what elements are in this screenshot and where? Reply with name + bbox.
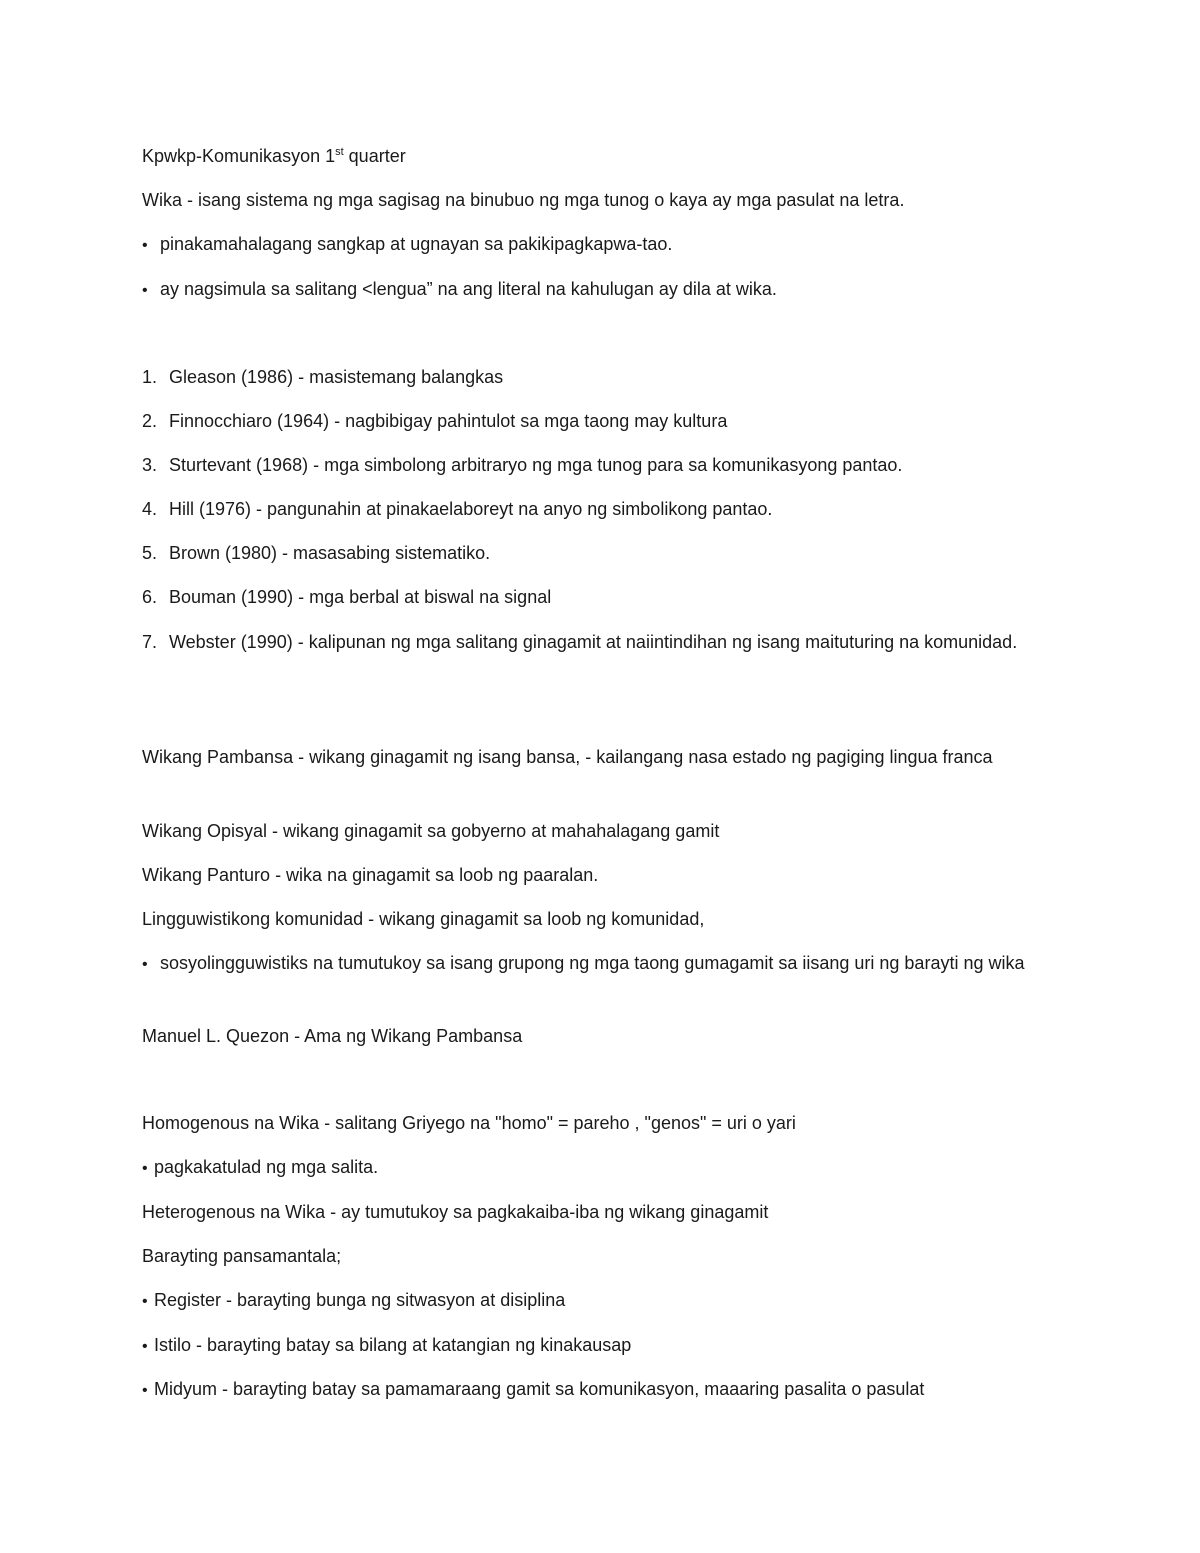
wika-bullet-text: pinakamahalagang sangkap at ugnayan sa pakikipagkapwa-tao. xyxy=(160,234,673,254)
bullet-icon: • xyxy=(142,282,148,299)
bullet-icon: • xyxy=(142,1382,148,1399)
lingguwistikong-komunidad: Lingguwistikong komunidad - wikang ginagamit sa loob ng komunidad, xyxy=(142,909,705,929)
lingguwistikong-bullet-text: sosyolingguwistiks na tumutukoy sa isang grupong ng mga taong gumagamit sa iisang uri ng barayti ng wika xyxy=(160,953,1025,973)
wika-definition: Wika - isang sistema ng mga sagisag na binubuo ng mga tunog o kaya ay mga pasulat na letra. xyxy=(142,190,905,210)
definition-item-2 xyxy=(142,407,1072,435)
homogenous-bullet-text: pagkakatulad ng mga salita. xyxy=(154,1157,379,1177)
bullet-icon: • xyxy=(142,237,148,254)
wika-bullet-1 xyxy=(142,230,1072,260)
quezon-line: Manuel L. Quezon - Ama ng Wikang Pambansa xyxy=(142,1026,523,1046)
definition-text: Webster (1990) - kalipunan ng mga salitang ginagamit at naiintindihan ng isang maituturing na komunidad. xyxy=(169,632,1018,652)
list-number: 1. xyxy=(142,367,158,387)
wikang-pambansa: Wikang Pambansa - wikang ginagamit ng isang bansa, - kailangang nasa estado ng pagiging lingua franca xyxy=(142,747,993,767)
wika-bullet-text: ay nagsimula sa salitang <lengua” na ang literal na kahulugan ay dila at wika. xyxy=(160,279,777,299)
definition-text: Sturtevant (1968) - mga simbolong arbitraryo ng mga tunog para sa komunikasyong pantao. xyxy=(169,455,903,475)
list-number: 4. xyxy=(142,499,158,519)
barayting-item-istilo xyxy=(142,1331,1072,1361)
definition-item-6 xyxy=(142,583,1072,611)
list-number: 3. xyxy=(142,455,158,475)
lingguwistikong-bullet xyxy=(142,948,1072,980)
bullet-icon: • xyxy=(142,1160,148,1177)
definition-text: Gleason (1986) - masistemang balangkas xyxy=(169,367,504,387)
barayting-item-text: Istilo - barayting batay sa bilang at katangian ng kinakausap xyxy=(154,1335,632,1355)
title-superscript: st xyxy=(335,146,344,158)
list-number: 7. xyxy=(142,632,158,652)
title-prefix: Kpwkp-Komunikasyon 1 xyxy=(142,146,336,166)
barayting-heading: Barayting pansamantala; xyxy=(142,1246,342,1266)
heterogenous-line: Heterogenous na Wika - ay tumutukoy sa pagkakaiba-iba ng wikang ginagamit xyxy=(142,1202,769,1222)
document-title xyxy=(142,142,1072,170)
definition-text: Brown (1980) - masasabing sistematiko. xyxy=(169,543,491,563)
definition-text: Bouman (1990) - mga berbal at biswal na signal xyxy=(169,587,552,607)
list-number: 5. xyxy=(142,543,158,563)
list-number: 2. xyxy=(142,411,158,431)
definition-item-1 xyxy=(142,363,1072,391)
wika-bullet-2 xyxy=(142,275,1072,305)
definition-text: Finnocchiaro (1964) - nagbibigay pahintulot sa mga taong may kultura xyxy=(169,411,728,431)
definition-item-5 xyxy=(142,539,1072,567)
barayting-item-text: Register - barayting bunga ng sitwasyon at disiplina xyxy=(154,1290,566,1310)
definition-item-3 xyxy=(142,451,1072,479)
wikang-panturo: Wikang Panturo - wika na ginagamit sa loob ng paaralan. xyxy=(142,865,599,885)
barayting-item-text: Midyum - barayting batay sa pamamaraang gamit sa komunikasyon, maaaring pasalita o pasulat xyxy=(154,1379,925,1399)
definition-text: Hill (1976) - pangunahin at pinakaelaboreyt na anyo ng simbolikong pantao. xyxy=(169,499,773,519)
bullet-icon: • xyxy=(142,1293,148,1310)
bullet-icon: • xyxy=(142,956,148,973)
barayting-item-register xyxy=(142,1286,1072,1316)
title-suffix: quarter xyxy=(343,146,406,166)
homogenous-line: Homogenous na Wika - salitang Griyego na "homo" = pareho , "genos" = uri o yari xyxy=(142,1113,796,1133)
definition-item-4 xyxy=(142,495,1072,523)
list-number: 6. xyxy=(142,587,158,607)
barayting-item-midyum xyxy=(142,1375,1072,1405)
homogenous-bullet xyxy=(142,1153,1072,1183)
wikang-opisyal: Wikang Opisyal - wikang ginagamit sa gobyerno at mahahalagang gamit xyxy=(142,821,720,841)
definition-item-7 xyxy=(142,627,1022,657)
bullet-icon: • xyxy=(142,1338,148,1355)
